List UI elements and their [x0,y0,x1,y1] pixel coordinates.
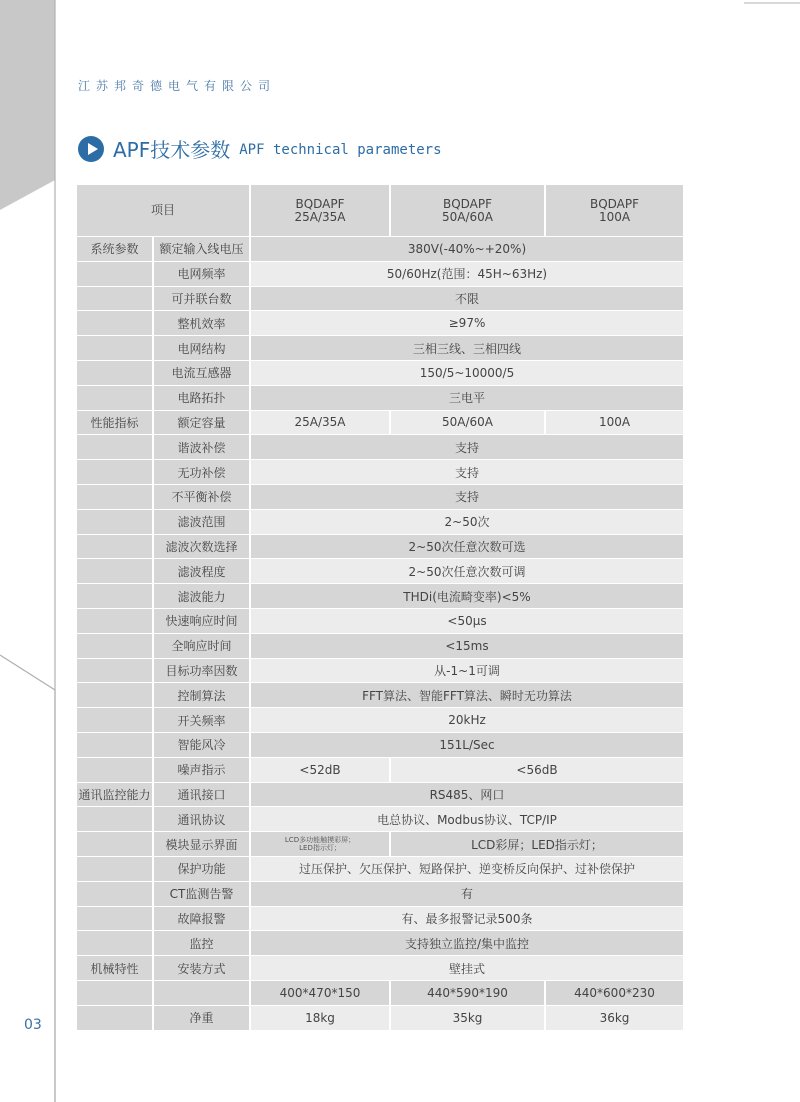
parameter-cell: 噪声指示 [154,758,251,783]
title-chinese: APF技术参数 [113,138,231,162]
value-cell: 电总协议、Modbus协议、TCP/IP [251,807,683,832]
value-cell: 三相三线、三相四线 [251,336,683,361]
table-row [77,981,683,1006]
table-row [77,361,683,386]
table-row [77,535,683,560]
parameter-cell: 净重 [154,1006,251,1031]
header-model-2: BQDAPF 50A/60A [391,185,546,237]
category-cell [77,386,154,411]
parameter-cell: 监控 [154,931,251,956]
parameter-cell: CT监测告警 [154,882,251,907]
value-cell: 壁挂式 [251,956,683,981]
parameter-cell: 滤波程度 [154,559,251,584]
category-cell: 系统参数 [77,237,154,262]
category-cell [77,485,154,510]
table-row [77,287,683,312]
table-row [77,411,683,436]
category-cell: 机械特性 [77,956,154,981]
value-cell: 2~50次 [251,510,683,535]
value-cell: 2~50次任意次数可选 [251,535,683,560]
category-cell [77,832,154,857]
value-cell-model-2: 35kg [391,1006,546,1031]
category-cell [77,981,154,1006]
parameter-cell: 无功补偿 [154,460,251,485]
parameter-cell: 控制算法 [154,683,251,708]
parameter-cell: 滤波次数选择 [154,535,251,560]
table-row [77,336,683,361]
parameter-cell: 智能风冷 [154,733,251,758]
value-cell-note: LCD多功能触摸彩屏； LED指示灯； [251,832,391,857]
table-row [77,683,683,708]
table-row [77,485,683,510]
table-row [77,1006,683,1031]
value-cell: 150/5~10000/5 [251,361,683,386]
table-row [77,435,683,460]
category-cell [77,708,154,733]
value-cell: 不限 [251,287,683,312]
category-cell [77,361,154,386]
table-row [77,559,683,584]
parameter-cell: 安装方式 [154,956,251,981]
parameter-cell: 故障报警 [154,907,251,932]
page-number: 03 [24,1017,42,1033]
parameter-cell: 通讯接口 [154,783,251,808]
title-english: APF technical parameters [239,142,442,158]
category-cell [77,931,154,956]
table-row [77,386,683,411]
value-cell: 有、最多报警记录500条 [251,907,683,932]
parameter-cell: 保护功能 [154,857,251,882]
table-row [77,857,683,882]
parameter-cell: 额定输入线电压 [154,237,251,262]
value-cell: FFT算法、智能FFT算法、瞬时无功算法 [251,683,683,708]
parameter-cell: 快速响应时间 [154,609,251,634]
value-cell: 三电平 [251,386,683,411]
category-cell [77,435,154,460]
table-row [77,907,683,932]
table-row [77,733,683,758]
category-cell [77,733,154,758]
table-row [77,237,683,262]
table-row [77,783,683,808]
category-cell [77,535,154,560]
table-row [77,882,683,907]
table-row [77,956,683,981]
play-icon [78,136,104,162]
value-cell: <15ms [251,634,683,659]
parameter-cell: 电流互感器 [154,361,251,386]
value-cell: 支持 [251,435,683,460]
table-row [77,584,683,609]
value-cell: THDi(电流畸变率)<5% [251,584,683,609]
category-cell [77,634,154,659]
table-row [77,758,683,783]
parameter-cell: 通讯协议 [154,807,251,832]
company-name: 江苏邦奇德电气有限公司 [78,79,277,93]
section-title [78,134,442,163]
value-cell: 过压保护、欠压保护、短路保护、逆变桥反向保护、过补偿保护 [251,857,683,882]
value-cell-wide: LCD彩屏；LED指示灯； [391,832,683,857]
value-cell: RS485、网口 [251,783,683,808]
parameter-cell: 可并联台数 [154,287,251,312]
category-cell [77,510,154,535]
table-row [77,807,683,832]
value-cell-model-2: 440*590*190 [391,981,546,1006]
category-cell [77,683,154,708]
value-cell-model-3: 100A [546,411,683,436]
category-cell [77,907,154,932]
parameter-cell: 开关频率 [154,708,251,733]
value-cell: 支持独立监控/集中监控 [251,931,683,956]
table-row [77,510,683,535]
parameter-cell: 滤波范围 [154,510,251,535]
parameter-cell: 模块显示界面 [154,832,251,857]
header-item: 项目 [77,185,251,237]
category-cell [77,659,154,684]
parameter-cell [154,981,251,1006]
category-cell [77,882,154,907]
value-cell: 从-1~1可调 [251,659,683,684]
parameter-cell: 全响应时间 [154,634,251,659]
category-cell [77,1006,154,1031]
parameter-cell: 目标功率因数 [154,659,251,684]
parameter-cell: 额定容量 [154,411,251,436]
table-row [77,708,683,733]
value-cell-model-3: 440*600*230 [546,981,683,1006]
value-cell: 2~50次任意次数可调 [251,559,683,584]
parameter-cell: 电网频率 [154,262,251,287]
value-cell-wide: <56dB [391,758,683,783]
parameter-cell: 不平衡补偿 [154,485,251,510]
category-cell [77,584,154,609]
value-cell-model-1: 25A/35A [251,411,391,436]
value-cell: ≥97% [251,311,683,336]
table-row [77,634,683,659]
category-cell [77,336,154,361]
header-model-1: BQDAPF 25A/35A [251,185,391,237]
category-cell [77,857,154,882]
category-cell: 性能指标 [77,411,154,436]
category-cell [77,460,154,485]
parameter-cell: 电路拓扑 [154,386,251,411]
parameter-cell: 谐波补偿 [154,435,251,460]
value-cell-model-1: 400*470*150 [251,981,391,1006]
category-cell [77,262,154,287]
parameter-cell: 电网结构 [154,336,251,361]
value-cell-model-3: 36kg [546,1006,683,1031]
value-cell: 151L/Sec [251,733,683,758]
category-cell [77,758,154,783]
value-cell: 支持 [251,460,683,485]
value-cell: <50μs [251,609,683,634]
table-row [77,311,683,336]
category-cell: 通讯监控能力 [77,783,154,808]
table-row [77,832,683,857]
value-cell: 20kHz [251,708,683,733]
category-cell [77,609,154,634]
category-cell [77,287,154,312]
table-row [77,609,683,634]
value-cell: 380V(-40%~+20%) [251,237,683,262]
table-body [77,237,683,1031]
value-cell: 有 [251,882,683,907]
category-cell [77,311,154,336]
parameter-cell: 整机效率 [154,311,251,336]
value-cell-model-2: 50A/60A [391,411,546,436]
value-cell-model-1: 18kg [251,1006,391,1031]
value-cell-narrow: <52dB [251,758,391,783]
value-cell: 50/60Hz(范围：45H~63Hz) [251,262,683,287]
category-cell [77,807,154,832]
table-header [77,185,683,237]
value-cell: 支持 [251,485,683,510]
table-row [77,659,683,684]
table-row [77,460,683,485]
table-row [77,931,683,956]
category-cell [77,559,154,584]
parameter-cell: 滤波能力 [154,584,251,609]
parameters-table [77,185,683,1031]
table-row [77,262,683,287]
header-model-3: BQDAPF 100A [546,185,683,237]
